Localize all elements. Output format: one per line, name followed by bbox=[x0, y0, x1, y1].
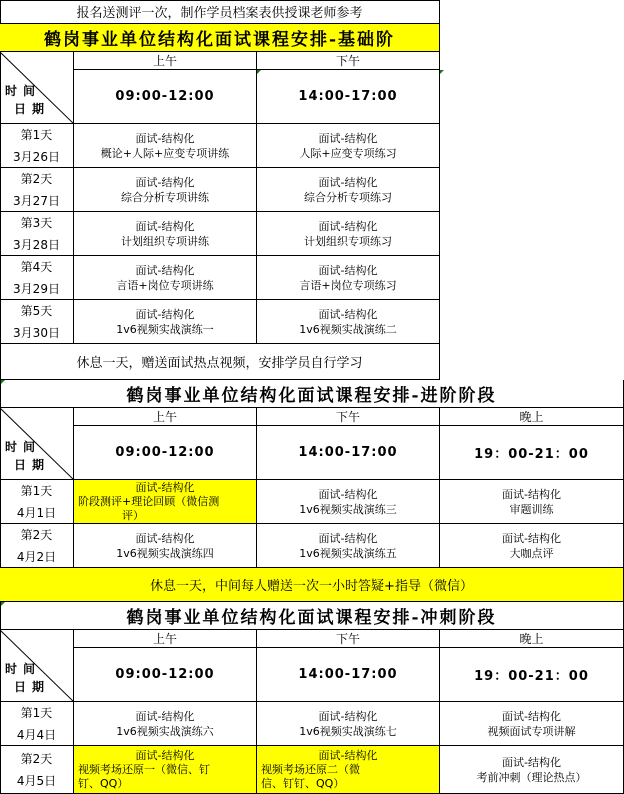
date-label: 4月2日 bbox=[16, 549, 57, 564]
day-cell bbox=[0, 168, 74, 212]
course-type: 面试-结构化 bbox=[318, 487, 378, 501]
section-3-title: 鹤岗事业单位结构化面试课程安排-冲刺阶段 bbox=[0, 602, 624, 630]
course-topic: 阶段测评+理论回顾（微信测 bbox=[78, 494, 220, 508]
course-cell bbox=[257, 124, 440, 168]
section-1-time-afternoon: 14:00-17:00 bbox=[257, 70, 440, 124]
day-label: 第1天 bbox=[20, 127, 53, 142]
cell-marker bbox=[1, 602, 5, 606]
course-topic: 综合分析专项练习 bbox=[304, 190, 392, 204]
course-type: 面试-结构化 bbox=[135, 709, 195, 723]
date-label: 3月29日 bbox=[13, 281, 60, 296]
date-label: 3月27日 bbox=[13, 193, 60, 208]
section-2-title: 鹤岗事业单位结构化面试课程安排-进阶阶段 bbox=[0, 380, 624, 408]
course-topic-cont: 信、钉钉、QQ） bbox=[261, 776, 345, 790]
section-1-header-afternoon: 下午 bbox=[257, 52, 440, 70]
day-label: 第2天 bbox=[20, 527, 53, 542]
section-1-time-morning: 09:00-12:00 bbox=[74, 70, 257, 124]
section-1-title: 鹤岗事业单位结构化面试课程安排-基础阶 bbox=[0, 24, 440, 52]
day-label: 第3天 bbox=[20, 215, 53, 230]
course-topic: 概论+人际+应变专项讲练 bbox=[100, 146, 230, 160]
course-topic: 计划组织专项练习 bbox=[304, 234, 392, 248]
course-topic: 人际+应变专项练习 bbox=[299, 146, 397, 160]
cell-marker bbox=[257, 70, 261, 74]
section-2-header-evening: 晚上 bbox=[440, 408, 624, 426]
course-type: 面试-结构化 bbox=[318, 131, 378, 145]
corner-date-label: 日期 bbox=[14, 102, 51, 116]
course-type: 面试-结构化 bbox=[135, 307, 195, 321]
course-cell bbox=[74, 168, 257, 212]
course-cell bbox=[257, 300, 440, 344]
course-cell bbox=[257, 168, 440, 212]
day-cell bbox=[0, 256, 74, 300]
section-2-time-evening: 19：00-21：00 bbox=[440, 426, 624, 480]
course-cell bbox=[257, 212, 440, 256]
course-type: 面试-结构化 bbox=[318, 175, 378, 189]
section-2-header-morning: 上午 bbox=[74, 408, 257, 426]
course-topic: 计划组织专项讲练 bbox=[121, 234, 209, 248]
section-2-time-afternoon: 14:00-17:00 bbox=[257, 426, 440, 480]
cell-marker bbox=[440, 70, 444, 74]
course-type: 面试-结构化 bbox=[318, 709, 378, 723]
day-label: 第1天 bbox=[20, 705, 53, 720]
section-2-time-morning: 09:00-12:00 bbox=[74, 426, 257, 480]
course-cell bbox=[74, 124, 257, 168]
corner-time-label: 时间 bbox=[5, 662, 42, 676]
day-label: 第1天 bbox=[20, 483, 53, 498]
course-cell bbox=[440, 524, 624, 568]
day-cell bbox=[0, 524, 74, 568]
rest-day-note-2: 休息一天，中间每人赠送一次一小时答疑+指导（微信） bbox=[0, 568, 624, 602]
course-cell bbox=[74, 702, 257, 746]
section-3-time-afternoon: 14:00-17:00 bbox=[257, 648, 440, 702]
course-cell bbox=[257, 702, 440, 746]
course-topic: 视频面试专项讲解 bbox=[487, 724, 576, 738]
day-cell bbox=[0, 480, 74, 524]
course-cell bbox=[440, 746, 624, 794]
date-label: 4月5日 bbox=[16, 773, 57, 788]
date-label: 4月1日 bbox=[16, 505, 57, 520]
course-type: 面试-结构化 bbox=[318, 748, 378, 762]
course-topic: 1v6视频实战演练七 bbox=[299, 724, 397, 738]
course-type: 面试-结构化 bbox=[502, 531, 561, 545]
day-label: 第2天 bbox=[20, 171, 53, 186]
course-topic: 1v6视频实战演练三 bbox=[299, 502, 397, 516]
course-type: 面试-结构化 bbox=[135, 175, 195, 189]
course-cell bbox=[74, 480, 257, 524]
course-type: 面试-结构化 bbox=[135, 480, 195, 494]
corner-time-label: 时间 bbox=[5, 440, 42, 454]
corner-date-label: 日期 bbox=[14, 458, 51, 472]
course-topic-cont: 评） bbox=[122, 508, 144, 522]
course-cell bbox=[257, 256, 440, 300]
cell-marker bbox=[1, 380, 5, 384]
course-topic: 考前冲刺（理论热点） bbox=[476, 770, 587, 784]
course-type: 面试-结构化 bbox=[135, 219, 195, 233]
course-type: 面试-结构化 bbox=[318, 263, 378, 277]
course-topic: 视频考场还原一（微信、钉 bbox=[78, 762, 210, 776]
course-type: 面试-结构化 bbox=[502, 755, 561, 769]
course-cell bbox=[74, 212, 257, 256]
section-2-header-afternoon: 下午 bbox=[257, 408, 440, 426]
corner-time-label: 时间 bbox=[5, 84, 42, 98]
course-cell bbox=[257, 480, 440, 524]
course-type: 面试-结构化 bbox=[502, 487, 561, 501]
course-topic: 视频考场还原二（微 bbox=[261, 762, 360, 776]
day-label: 第2天 bbox=[20, 751, 53, 766]
course-type: 面试-结构化 bbox=[135, 531, 195, 545]
course-cell bbox=[257, 746, 440, 794]
date-label: 4月4日 bbox=[16, 727, 57, 742]
section-3-time-evening: 19：00-21：00 bbox=[440, 648, 624, 702]
date-label: 3月26日 bbox=[13, 149, 60, 164]
rest-day-note-1: 休息一天，赠送面试热点视频，安排学员自行学习 bbox=[0, 344, 440, 380]
course-topic: 言语+岗位专项讲练 bbox=[116, 278, 214, 292]
day-cell bbox=[0, 702, 74, 746]
course-cell bbox=[74, 746, 257, 794]
course-cell bbox=[440, 480, 624, 524]
section-3-header-afternoon: 下午 bbox=[257, 630, 440, 648]
course-topic: 1v6视频实战演练五 bbox=[299, 546, 397, 560]
day-label: 第4天 bbox=[20, 259, 53, 274]
day-cell bbox=[0, 212, 74, 256]
section-1-header-morning: 上午 bbox=[74, 52, 257, 70]
course-type: 面试-结构化 bbox=[135, 131, 195, 145]
course-type: 面试-结构化 bbox=[135, 748, 195, 762]
section-3-time-morning: 09:00-12:00 bbox=[74, 648, 257, 702]
course-type: 面试-结构化 bbox=[135, 263, 195, 277]
section-3-header-morning: 上午 bbox=[74, 630, 257, 648]
day-cell bbox=[0, 124, 74, 168]
course-topic: 言语+岗位专项练习 bbox=[299, 278, 397, 292]
day-label: 第5天 bbox=[20, 303, 53, 318]
course-topic: 1v6视频实战演练二 bbox=[299, 322, 397, 336]
day-cell bbox=[0, 746, 74, 794]
course-topic: 1v6视频实战演练一 bbox=[116, 322, 214, 336]
course-type: 面试-结构化 bbox=[318, 219, 378, 233]
course-topic: 综合分析专项讲练 bbox=[121, 190, 209, 204]
date-label: 3月28日 bbox=[13, 237, 60, 252]
date-label: 3月30日 bbox=[13, 325, 60, 340]
course-topic: 大咖点评 bbox=[509, 546, 554, 560]
course-cell bbox=[257, 524, 440, 568]
course-topic: 审题训练 bbox=[509, 502, 554, 516]
course-type: 面试-结构化 bbox=[318, 307, 378, 321]
course-topic-cont: 钉、QQ） bbox=[78, 776, 129, 790]
top-note: 报名送测评一次，制作学员档案表供授课老师参考 bbox=[0, 0, 440, 24]
day-cell bbox=[0, 300, 74, 344]
corner-date-label: 日期 bbox=[14, 680, 51, 694]
course-topic: 1v6视频实战演练四 bbox=[116, 546, 214, 560]
course-cell bbox=[74, 524, 257, 568]
course-cell bbox=[440, 702, 624, 746]
course-cell bbox=[74, 300, 257, 344]
course-type: 面试-结构化 bbox=[502, 709, 561, 723]
course-cell bbox=[74, 256, 257, 300]
course-topic: 1v6视频实战演练六 bbox=[116, 724, 214, 738]
course-type: 面试-结构化 bbox=[318, 531, 378, 545]
section-3-header-evening: 晚上 bbox=[440, 630, 624, 648]
